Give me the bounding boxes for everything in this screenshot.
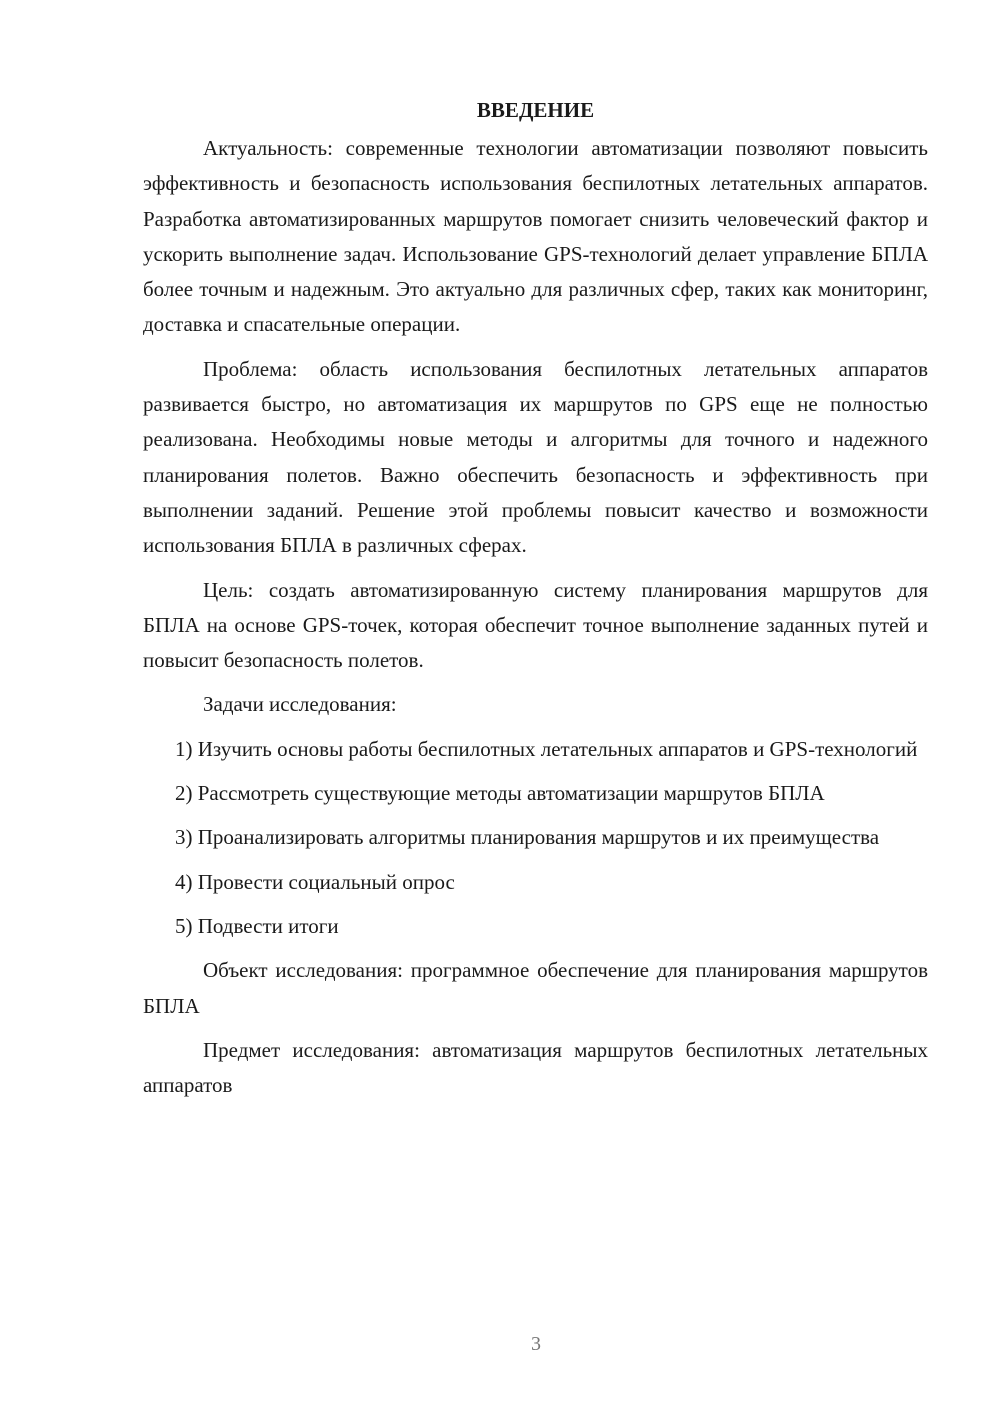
list-item: 3) Проанализировать алгоритмы планирования маршрутов и их преимущества xyxy=(175,825,880,850)
list-item: 2) Рассмотреть существующие методы автоматизации маршрутов БПЛА xyxy=(175,781,825,806)
problem-paragraph: Проблема: область использования беспилотных летательных аппаратов развивается быстро, но автоматизация их маршрутов по GPS еще не полностью реализована. Необходимы новые методы и алгоритмы для точного и надежного планирования полетов. Важно обеспечить безопасность и эффективность при выполнении заданий. Решение этой проблемы повысит качество и возможности использования БПЛА в различных сферах. xyxy=(143,356,928,558)
relevance-paragraph: Актуальность: современные технологии автоматизации позволяют повысить эффективность и безопасность использования беспилотных летательных аппаратов. Разработка автоматизированных маршрутов помогает снизить человеческий фактор и ускорить выполнение задач. Использование GPS-технологий делает управление БПЛА более точным и надежным. Это актуально для различных сфер, таких как мониторинг, доставка и спасательные операции. xyxy=(143,136,928,337)
list-item: 5) Подвести итоги xyxy=(175,913,339,938)
page-number: 3 xyxy=(531,1333,541,1355)
list-item: 4) Провести социальный опрос xyxy=(175,869,455,894)
goal-paragraph: Цель: создать автоматизированную систему планирования маршрутов для БПЛА на основе GPS-точек, которая обеспечит точное выполнение заданных путей и повысит безопасность полетов. xyxy=(143,577,928,673)
section-heading: ВВЕДЕНИЕ xyxy=(476,98,595,122)
subject-paragraph: Предмет исследования: автоматизация маршрутов беспилотных летательных аппаратов xyxy=(143,1037,928,1098)
document-page xyxy=(143,93,928,1103)
object-paragraph: Объект исследования: программное обеспечение для планирования маршрутов БПЛА xyxy=(143,958,928,1018)
list-item: 1) Изучить основы работы беспилотных летательных аппаратов и GPS-технологий xyxy=(175,736,918,761)
tasks-list xyxy=(143,732,928,944)
tasks-title: Задачи исследования: xyxy=(203,692,397,717)
